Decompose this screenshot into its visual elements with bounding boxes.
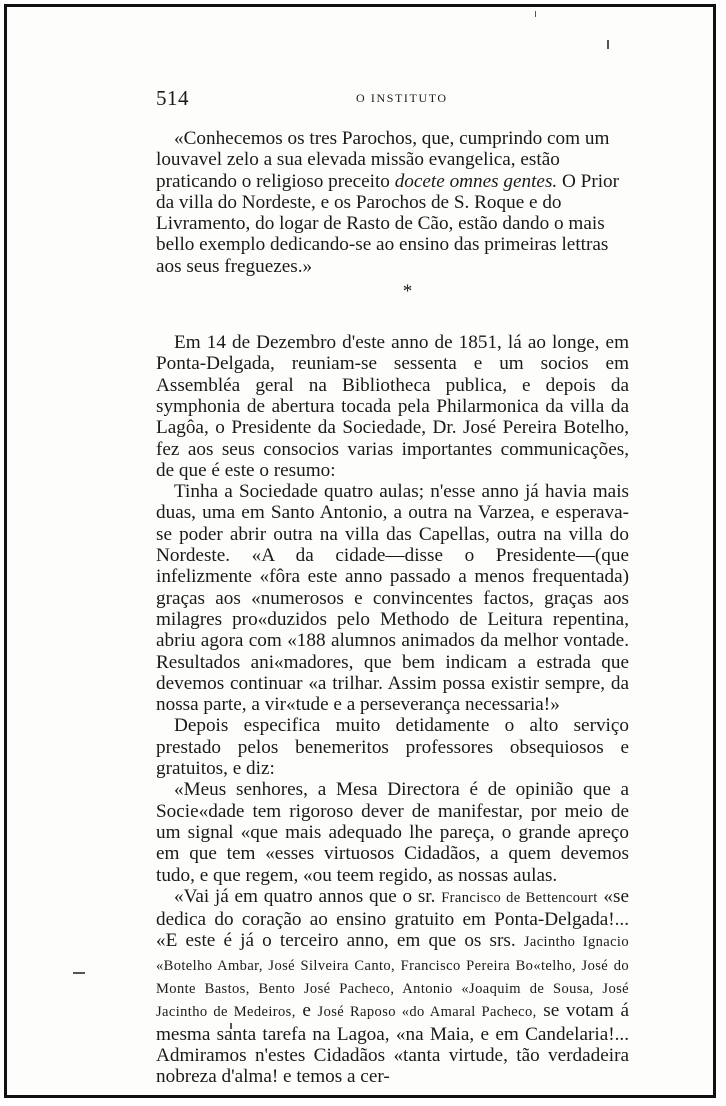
scan-speck bbox=[73, 972, 85, 974]
latin-phrase: docete omnes gentes. bbox=[394, 170, 558, 192]
running-title: O INSTITUTO bbox=[356, 91, 448, 105]
scan-speck bbox=[607, 40, 609, 49]
paragraph: «Meus senhores, a Mesa Directora é de opinião que a Socie«dade tem rigoroso dever de manifestar, por meio de um signal «que mais adequado lhe pareça, o grande apreço em que tem «esses virtuosos Cidadãos, a quem devemos tudo, e que regem, «ou teem regido, as nossas aulas. bbox=[156, 779, 629, 886]
paragraph-text: e bbox=[302, 1000, 311, 1022]
paragraph: Depois especifica muito detidamente o alto serviço prestado pelos benemeritos professores obsequiosos e gratuitos, e diz: bbox=[156, 715, 629, 780]
paragraph-text: «se dedica do coração ao ensino gratuito em Ponta-Delgada!... «E este é já o terceiro anno, em que os srs. bbox=[156, 885, 629, 952]
scan-speck bbox=[535, 11, 536, 17]
paragraph bbox=[156, 886, 629, 1088]
quote-text: O Prior da villa do Nordeste, e os Parochos de S. Roque e do Livramento, do logar de Rasto de Cão, estão dando o mais bello exemplo dedicando-se ao ensino das primeiras lettras aos seus freguezes.» bbox=[156, 170, 620, 277]
paragraph: Tinha a Sociedade quatro aulas; n'esse anno já havia mais duas, uma em Santo Antonio, a outra na Varzea, e esperava-se poder abrir outra na villa das Capellas, outra na villa do Nordeste. «A da cidade—disse o Presidente—(que infelizmente «fôra este anno passado a menos frequentada) graças aos «numerosos e convincentes factos, graças aos milagres pro«duzidos pelo Methodo de Leitura repentina, abriu agora com «188 alumnos animados da melhor vontade. Resultados ani«madores, que bem indicam a estrada que devemos continuar «a trilhar. Assim possa existir sempre, da nossa parte, a vir«tude e a perseverança necessaria!» bbox=[156, 481, 629, 716]
person-name: Francisco de Bettencourt bbox=[441, 889, 598, 906]
paragraph-text: «Vai já em quatro annos que o sr. bbox=[174, 885, 436, 907]
quote-paragraph bbox=[156, 128, 629, 277]
body-text bbox=[156, 128, 629, 1087]
person-name: José Raposo «do Amaral Pacheco, bbox=[317, 1004, 537, 1021]
paragraph: Em 14 de Dezembro d'este anno de 1851, lá ao longe, em Ponta-Delgada, reuniam-se sessenta e um socios em Assembléa geral na Bibliotheca publica, e depois da symphonia de abertura tocada pela Philarmonica da villa da Lagôa, o Presidente da Sociedade, Dr. José Pereira Botelho, fez aos seus consocios varias importantes communicações, de que é este o resumo: bbox=[156, 332, 629, 481]
person-names: Jacintho Ignacio «Botelho Ambar, José Silveira Canto, Francisco Pereira Bo«telho, José do Monte Bastos, Bento José Pacheco, Antonio «Joaquim de Sousa, José Jacintho de Medeiros, bbox=[156, 934, 629, 1021]
section-separator: * bbox=[402, 281, 413, 303]
paragraph-text: se votam á mesma santa tarefa na Lagoa, «na Maia, e em Candelaria!... Admiramos n'estes Cidadãos «tanta virtude, tão verdadeira nobreza d'alma! e temos a cer- bbox=[156, 1000, 630, 1088]
quote-text: «Conhecemos os tres Parochos, que, cumprindo com um louvavel zelo a sua elevada missão evangelica, estão praticando o religioso preceito bbox=[156, 128, 610, 192]
page-number: 514 bbox=[156, 86, 189, 110]
page-header bbox=[156, 86, 629, 110]
